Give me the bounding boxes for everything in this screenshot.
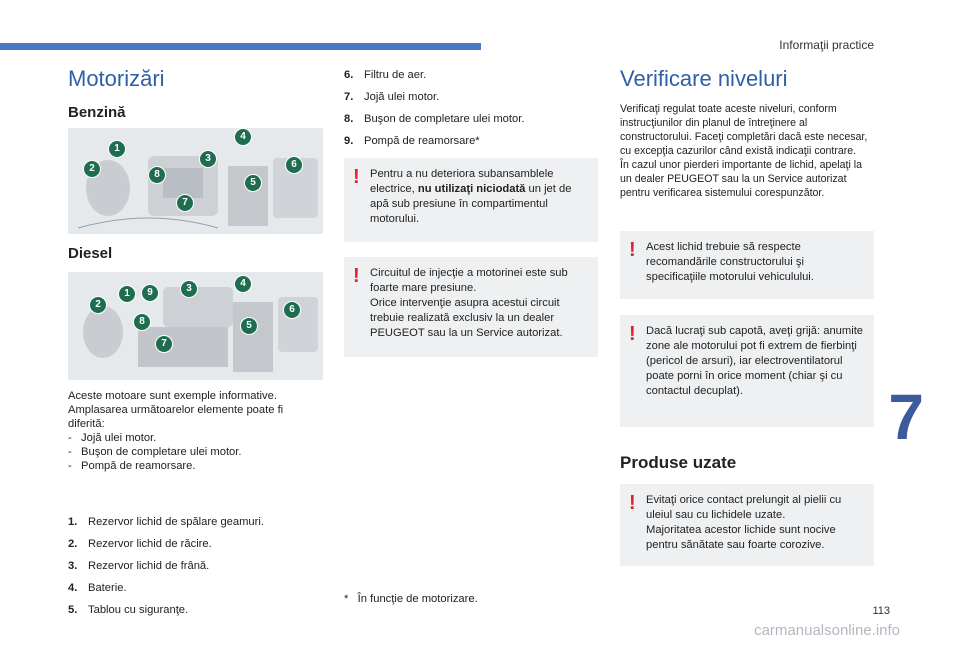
- list-item: 3. Rezervor lichid de frână.: [68, 560, 210, 572]
- intro-line: Amplasarea următoarelor elemente poate fi: [68, 404, 284, 416]
- list-item: 9. Pompă de reamorsare*: [344, 135, 480, 147]
- warning-box-diesel-injection: ! Circuitul de injecţie a motorinei este sub foarte mare presiune. Orice intervenţie asupra acestui circuit trebuie realizată exclusiv la un dealer PEUGEOT sau la un Service autorizat.: [344, 257, 598, 357]
- warning-icon: !: [629, 492, 636, 514]
- header-bar: [0, 43, 481, 50]
- section-heading-verificare: Verificare niveluri: [620, 66, 788, 91]
- intro-line: - Buşon de completare ulei motor.: [68, 446, 242, 458]
- diesel-engine-image: [68, 272, 323, 380]
- warning-icon: !: [629, 323, 636, 345]
- subheading-diesel: Diesel: [68, 245, 113, 262]
- badge-5: 5: [244, 174, 262, 192]
- intro-text: [68, 389, 328, 473]
- levels-paragraph-2: În cazul unor pierderi importante de lichid, apelaţi la un dealer PEUGEOT sau la un Service autorizat pentru verificarea sistemului corespunzător.: [620, 159, 863, 199]
- petrol-engine-drawing: [68, 128, 323, 234]
- list-item: 5. Tablou cu siguranţe.: [68, 604, 189, 616]
- list-item: 7. Jojă ulei motor.: [344, 91, 440, 103]
- subheading-produse-uzate: Produse uzate: [620, 453, 737, 472]
- badge-5: 5: [240, 317, 258, 335]
- components-list-middle: [344, 69, 599, 157]
- warning-box-used-fluids: ! Evitaţi orice contact prelungit al pielii cu uleiul sau cu lichidele uzate. Majoritatea acestor lichide sunt nocive pentru sănătate sau foarte corozive.: [620, 484, 874, 566]
- intro-line: - Pompă de reamorsare.: [68, 460, 196, 472]
- section-title: Informaţii practice: [779, 38, 874, 52]
- warning-box-pressure-water: ! Pentru a nu deteriora subansamblele electrice, nu utilizaţi niciodată un jet de apă sub presiune în compartimentul motorului.: [344, 158, 598, 242]
- list-item: 8. Buşon de completare ulei motor.: [344, 113, 525, 125]
- left-column: [68, 66, 328, 121]
- warning-icon: !: [353, 166, 360, 188]
- list-item: 6. Filtru de aer.: [344, 69, 427, 81]
- badge-2: 2: [83, 160, 101, 178]
- badge-7: 7: [176, 194, 194, 212]
- list-item: 2. Rezervor lichid de răcire.: [68, 538, 212, 550]
- list-item: 1. Rezervor lichid de spălare geamuri.: [68, 516, 264, 528]
- petrol-engine-image: [68, 128, 323, 234]
- subheading-benzina: Benzină: [68, 104, 126, 121]
- badge-3: 3: [180, 280, 198, 298]
- warning-icon: !: [629, 239, 636, 261]
- intro-line: diferită:: [68, 418, 105, 430]
- badge-2: 2: [89, 296, 107, 314]
- badge-9: 9: [141, 284, 159, 302]
- intro-line: Aceste motoare sunt exemple informative.: [68, 390, 277, 402]
- levels-paragraph-1: Verificaţi regulat toate aceste niveluri, conform instrucţiunilor din planul de întreţinere al constructorului. Faceţi completări dacă este necesar, cu excepţia cazurilor când există indicaţii contrare.: [620, 103, 868, 157]
- section-heading-motorizari: Motorizări: [68, 66, 165, 91]
- site-watermark: carmanualsonline.info: [754, 622, 900, 639]
- right-column: [620, 66, 875, 200]
- warning-box-fluid-spec: ! Acest lichid trebuie să respecte recomandările constructorului şi specificaţiile motorului vehiculului.: [620, 231, 874, 299]
- badge-6: 6: [285, 156, 303, 174]
- badge-3: 3: [199, 150, 217, 168]
- footnote: * În funcţie de motorizare.: [344, 593, 478, 605]
- page-number: 113: [872, 605, 890, 617]
- badge-7: 7: [155, 335, 173, 353]
- badge-4: 4: [234, 128, 252, 146]
- list-item: 4. Baterie.: [68, 582, 127, 594]
- components-list-left: [68, 516, 328, 626]
- badge-6: 6: [283, 301, 301, 319]
- chapter-number: 7: [888, 381, 924, 453]
- intro-line: - Jojă ulei motor.: [68, 432, 157, 444]
- badge-8: 8: [148, 166, 166, 184]
- warning-icon: !: [353, 265, 360, 287]
- badge-8: 8: [133, 313, 151, 331]
- warning-box-hot-engine: ! Dacă lucraţi sub capotă, aveţi grijă: anumite zone ale motorului pot fi extrem de fierbinţi (pericol de arsuri), iar electroventilatorul poate porni în orice moment (chiar şi cu contactul decuplat).: [620, 315, 874, 427]
- badge-1: 1: [108, 140, 126, 158]
- badge-1: 1: [118, 285, 136, 303]
- badge-4: 4: [234, 275, 252, 293]
